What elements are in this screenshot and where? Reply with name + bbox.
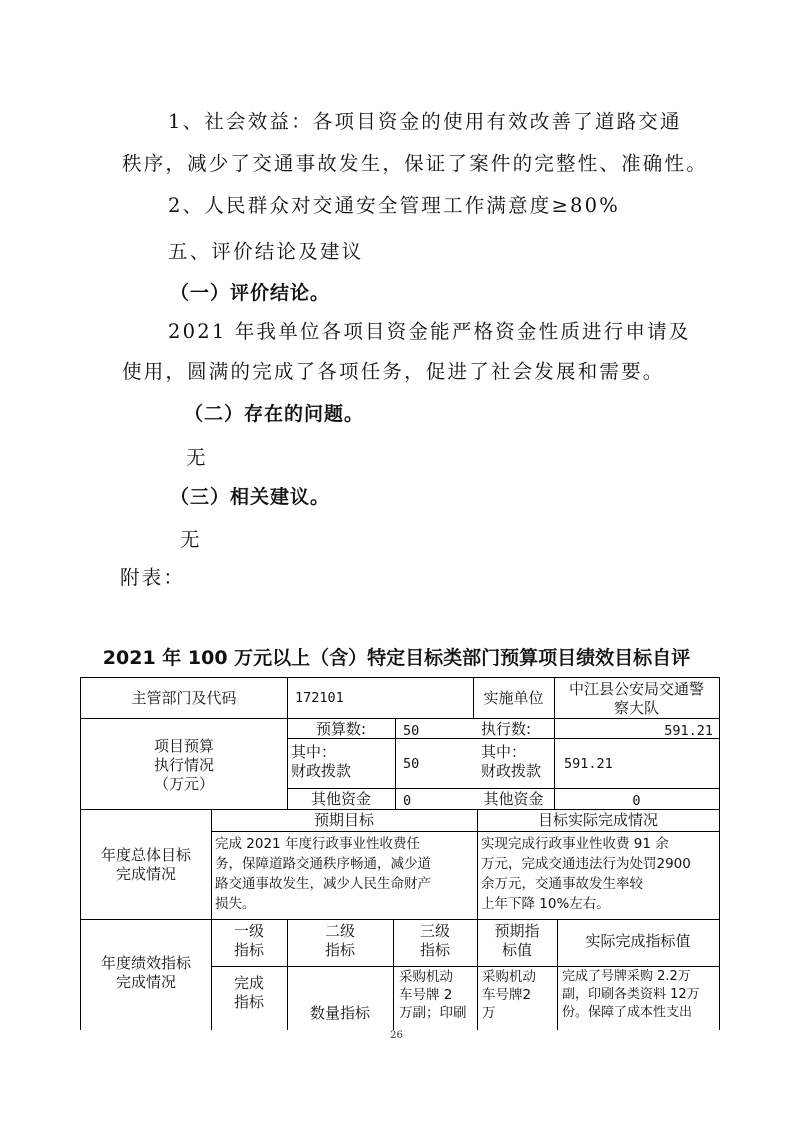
header-actual-value: 实际完成指标值 [585,932,691,950]
subheading-problems: （二）存在的问题。 [184,403,365,425]
perf-row-label: 年度绩效指标 完成情况 [100,954,191,991]
suggestions-none: 无 [180,528,202,551]
budget-amount-label: 预算数: [315,720,367,738]
budget-label: 项目预算 执行情况 （万元） [153,737,214,793]
performance-table [80,677,720,1030]
satisfaction-line: 2、人民群众对交通安全管理工作满意度≥80% [168,194,620,217]
row1-level3: 采购机动 车号牌 2 万副；印刷 [399,969,467,1021]
exec-amount: 591.21 [664,723,713,739]
impl-unit-label: 实施单位 [483,689,544,707]
actual-goal-header: 目标实际完成情况 [537,811,658,829]
row1-actual-value: 完成了号牌采购 2.2万 副，印刷各类资料 12万 份。保障了成本性支出 [562,969,700,1020]
expected-goal-header: 预期目标 [313,811,374,829]
header-level3: 三级 指标 [419,922,450,959]
fiscal-exec: 591.21 [564,756,613,772]
fiscal-label: 其中： 财政拨款 [291,743,352,780]
other-funds-label: 其他资金 [310,790,371,808]
expected-goal-text: 完成 2021 年度行政事业性收费任 务，保障道路交通秩序畅通，减少道 路交通事故发生，减少人民生命财产 损失。 [215,836,431,912]
other-funds-exec: 0 [632,793,641,809]
benefit-social-line1: 1、社会效益：各项目资金的使用有效改善了道路交通 [168,110,682,133]
budget-amount: 50 [403,723,420,739]
header-level1: 一级 指标 [233,922,264,959]
appendix-label: 附表： [120,566,186,589]
fiscal-budget: 50 [403,756,420,772]
other-funds-exec-label: 其他资金 [483,790,544,808]
problems-none: 无 [186,446,208,469]
row1-level1: 完成 指标 [233,974,264,1011]
row1-level2: 数量指标 [309,1004,370,1022]
goal-row-label: 年度总体目标 完成情况 [100,846,191,883]
table-title: 2021 年 100 万元以上（含）特定目标类部门预算项目绩效目标自评 [102,647,691,669]
section-heading-5: 五、评价结论及建议 [168,240,364,263]
subheading-conclusion: （一）评价结论。 [170,282,331,304]
dept-code: 172101 [295,690,344,706]
benefit-social-line2: 秩序，减少了交通事故发生，保证了案件的完整性、准确性。 [122,152,708,175]
actual-goal-text: 实现完成行政事业性收费 91 余 万元，完成交通违法行为处罚2900 余万元，交通事故发生率较 上年下降 10%左右。 [481,836,691,912]
impl-unit-name: 中江县公安局交通警 察大队 [568,680,704,717]
conclusion-line1: 2021 年我单位各项目资金能严格资金性质进行申请及 [168,320,691,343]
page-number: 26 [390,1030,403,1041]
other-funds-budget: 0 [403,793,412,809]
dept-label: 主管部门及代码 [131,689,237,707]
row1-expected-value: 采购机动 车号牌2 万 [482,969,536,1021]
header-expected-value: 预期指 标值 [494,922,540,959]
fiscal-exec-label: 其中： 财政拨款 [481,743,542,780]
exec-amount-label: 执行数: [481,720,532,738]
subheading-suggestions: （三）相关建议。 [170,486,331,508]
conclusion-line2: 使用，圆满的完成了各项任务，促进了社会发展和需要。 [122,360,665,383]
header-level2: 二级 指标 [324,922,355,959]
